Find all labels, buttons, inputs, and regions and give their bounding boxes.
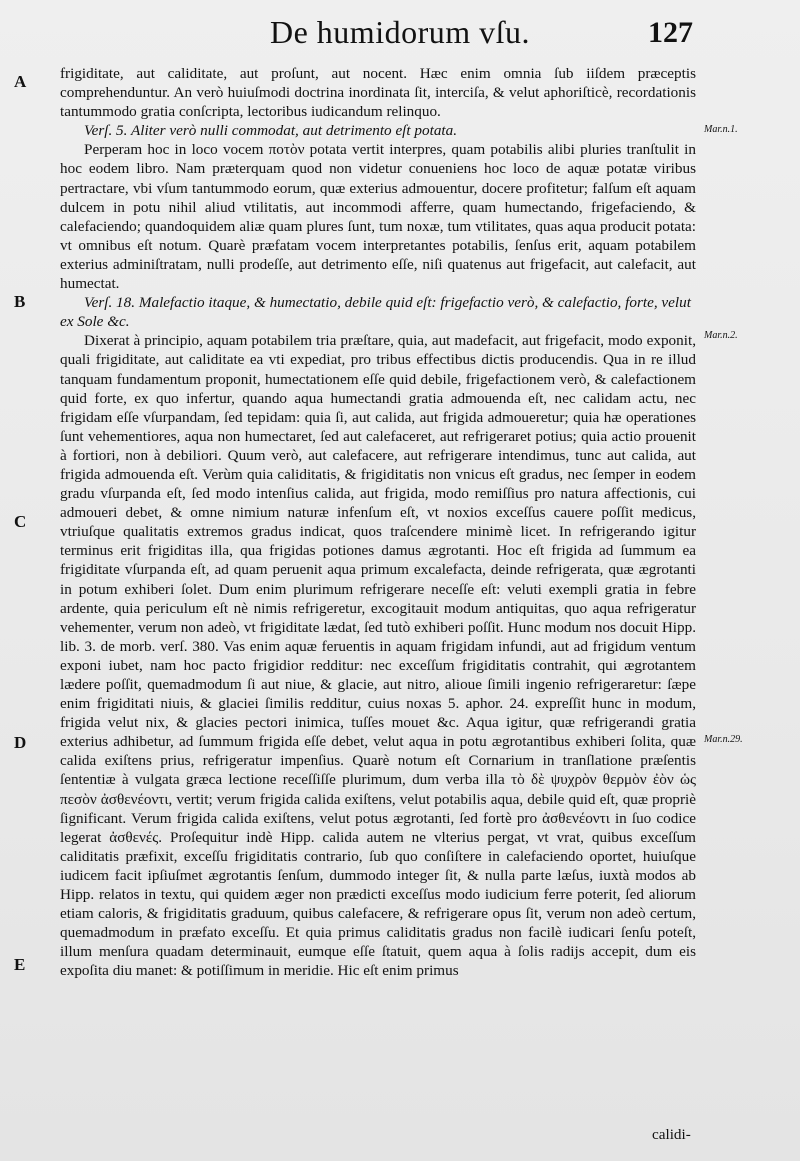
page-number: 127 [648, 16, 693, 49]
paragraph: Dixerat à principio, aquam potabilem tria præſtare, quia, aut madefacit, aut frigefacit, modo exponit, quali frigiditate, aut caliditate ea vti expediat, pro tribus effectibus dictis producendis. Qua in re illud tanquam fundamentum proponit, humectationem eſſe quid debile, frigefactionem verò, & calefactionem quid forte, ex quo infertur, quando aqua humectandi gratia admouenda eſt, nec calidam actu, nec frigidam eſſe vſurpandam, ſed tepidam: quia ſi, aut calida, aut frigida admoueretur; quia hæ operationes ſunt vehementiores, aqua non humectaret, ſed aut calefaceret, aut refrigeraret potius; quia actio prouenit à fortiori, non à debiliori. Quum verò, aut calefacere, aut refrigerare intendimus, tunc aut calida, aut frigida admouenda eſt. Verùm quia caliditatis, & frigiditatis non vnicus eſt gradus, nec ſemper in eodem gradu vſurpanda eſt, ſed modo intenſius calida, aut frigida, modo remiſſius pro natura affectionis, cui admoueri debet, & omne nimium naturæ infenſum eſt, vt noxios exceſſus cauere poſſit medicus, vtriuſque qualitatis extremos gradus indicat, quos traſcendere minimè licet. In refrigerando igitur terminus erit frigiditas illa, qua frigidas potiones damus ægrotanti. Hoc eſt frigida ad ſummum ea frigiditate vſurpanda eſt, ad quam peruenit aqua primum excalefacta, deinde refrigerata, quæ ægrotanti in potum exhiberi ſolet. Dum enim plurimum refrigerare neceſſe eſt: veluti exempli gratia in febre ardente, quia periculum eſt nè nimis refrigeretur, excogitauit modum antiquitas, quo aqua refrigeratur vehementer, verum non adeò, vt frigiditate lædat, ſed tutò exhiberi poſſit. Hunc modum nos docuit Hipp. lib. 3. de morb. verſ. 380. Vas enim aquæ feruentis in aquam frigidam infundi, aut ad frigidum ventum exponi iubet, nam hoc pacto frigidior redditur: nec exceſſum frigiditatis contrahit, qui ægrotantem lædere poſſit, quemadmodum ſi aut niue, & glacie, aut nitro, alioue ſimili ingenio refrigeraretur: ſæpe enim frigiditati niuis, & glaciei ſimilis redditur, cuius noxas 5. aphor. 24. expreſſit hunc in modum, frigida velut nix, & glacies pectori inimica, tuſſes mouet &c. Aqua igitur, quæ refrigerandi gratia exterius adhibetur, ad ſummum frigida eſſe debet, velut aqua in potu ægrotantibus exhiberi ſolita, quæ calida exiſtens prius, refrigeratur impenſius. Quarè notum eſt Cornarium in tranſlatione præſentis ſententiæ à vulgata græca lectione receſſiſſe plurimum, dum verba illa τὸ δὲ ψυχρὸν θερμὸν ἐὸν ὡς πεσὸν ἀσθενέοντι, vertit; verum frigida calida exiſtens, velut potabilis aqua, debile quid eſt, quæ propriè ſignificant. Verum frigida calida exiſtens, velut potus ægrotanti, ſed fortè pro ἀσθενέοντι in ſuo codice legerat ἀσθενές. Proſequitur indè Hipp. calida autem ne vlterius pergat, vt vrat, quibus exceſſum caliditatis præfixit, exceſſu frigiditatis contrario, ſub quo conſiſtere in calefaciendo oportet, huiuſque iudicem facit ipſiuſmet ægrotantis ſenſum, dummodo integer ſit, & nulla parte læſus, iuxtà modos ab Hipp. relatos in textu, qui quidem æger non prædicti exceſſus modo iudicium ferre poterit, ſed aliorum etiam caloris, & frigiditatis graduum, quibus calefacere, & refrigerare opus ſit, verum non adeò certum, quemadmodum in præfato exceſſu. Et quia primus caliditatis gradus non facilè iudicari ſenſu poteſt, illum menſura quadam determinauit, eumque eſſe ſtatuit, quem aqua à ſolis radijs accepit, dum eis expoſita diu manet: & potiſſimum in meridie. Hic eſt enim primus [60, 332, 696, 980]
main-text [60, 64, 696, 981]
section-letter-d: D [14, 733, 27, 752]
margin-note: Mar.n.2. [704, 330, 738, 341]
section-letter-e: E [14, 955, 26, 974]
verse-lemma: Verſ. 18. Malefactio itaque, & humectatio, debile quid eſt: frigefactio verò, & calefactio, forte, velut ex Sole &c. [60, 294, 691, 331]
paragraph: Perperam hoc in loco vocem ποτὸν potata vertit interpres, quam potabilis alibi pluries tranſtulit in hoc eodem libro. Nam præterquam quod non videtur conueniens hoc loco de aquæ potatæ viribus pertractare, vbi vſum tantummodo eorum, quæ exterius admouentur, docere profitetur; falſum eſt aquam dulcem in potu nihil aliud vtilitatis, aut incommodi afferre, quam humectando, frigefaciendo, & calefaciendo; quandoquidem aliæ quam plures ſunt, tum noxæ, tum vtilitates, quas aqua producit potata: vt omnibus eſt notum. Quarè præfatam vocem interpretantes potabilis, ſenſus erit, aquam potabilem exterius adminiſtratam, nulli prodeſſe, aut detrimento eſſe, niſi quatenus aut frigefacit, aut calefacit, aut humectat. [60, 141, 696, 293]
running-title: De humidorum vſu. [269, 14, 531, 50]
margin-note: Mar.n.29. [704, 734, 743, 745]
section-letter-c: C [14, 512, 27, 531]
paragraph: frigiditate, aut caliditate, aut proſunt, aut nocent. Hæc enim omnia ſub iiſdem præceptis comprehenduntur. An verò huiuſmodi doctrina inordinata ſit, interciſa, & velut aphoriſticè, recordationis tantummodo gratia conſcripta, lectoribus iudicandum relinquo. [60, 65, 696, 121]
catchword: calidi- [652, 1126, 691, 1143]
verse-lemma: Verſ. 5. Aliter verò nulli commodat, aut detrimento eſt potata. [84, 122, 458, 140]
section-letter-a: A [14, 72, 27, 91]
margin-note: Mar.n.1. [704, 124, 738, 135]
section-letter-b: B [14, 292, 26, 311]
